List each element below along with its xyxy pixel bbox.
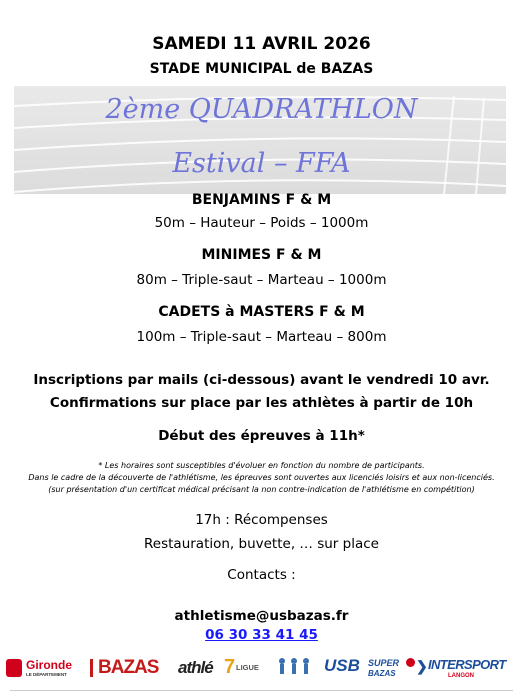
- super-u-logo-text: SUPER: [368, 658, 400, 668]
- sponsor-logos: [6, 655, 518, 681]
- note-discovery: Dans le cadre de la découverte de l'athlétisme, les épreuves sont ouvertes aux licenciés loisirs et aux non-licenciés.: [28, 473, 495, 482]
- intersport-logo: [428, 655, 506, 681]
- ville-de-logo-icon: [90, 655, 94, 681]
- awards-info: 17h : Récompenses: [195, 512, 328, 528]
- usb-logo: USB: [324, 656, 360, 675]
- registration-info: Inscriptions par mails (ci-dessous) avant le vendredi 10 avr.: [33, 372, 490, 388]
- food-info: Restauration, buvette, … sur place: [144, 536, 379, 552]
- note-schedule: * Les horaires sont susceptibles d'évoluer en fonction du nombre de participants.: [98, 461, 425, 470]
- banner-title: 2ème QUADRATHLON: [105, 94, 418, 125]
- gironde-logo-subtext: LE DÉPARTEMENT: [26, 672, 67, 677]
- intersport-logo-subtext: LANGON: [448, 673, 474, 679]
- contact-email[interactable]: athletisme@usbazas.fr: [174, 608, 349, 624]
- super-u-emblem-icon: [406, 655, 415, 681]
- confirmation-info: Confirmations sur place par les athlètes à partir de 10h: [49, 395, 474, 411]
- category-minimes-events: 80m – Triple-saut – Marteau – 1000m: [136, 272, 387, 288]
- ligue-logo: LIGUE: [236, 663, 259, 672]
- super-u-logo-subtext: BAZAS: [368, 669, 396, 678]
- start-time: Début des épreuves à 11h*: [158, 428, 365, 444]
- category-minimes: MINIMES F & M: [201, 247, 322, 263]
- note-certificate: (sur présentation d'un certificat médical précisant la non contre-indication de l'athlétisme en compétition): [48, 485, 475, 494]
- category-cadets-masters: CADETS à MASTERS F & M: [158, 304, 365, 320]
- intersport-chevron-icon: ❯: [416, 658, 428, 674]
- gironde-logo-text: Gironde: [26, 658, 73, 672]
- intersport-logo-text: INTERSPORT: [428, 657, 506, 672]
- category-benjamins: BENJAMINS F & M: [191, 192, 332, 208]
- bazas-logo: BAZAS: [98, 657, 159, 678]
- gironde-logo-icon: [6, 655, 24, 681]
- contact-phone[interactable]: 06 30 33 41 45: [205, 627, 318, 643]
- ligue-logo-icon: 7: [224, 656, 236, 678]
- super-u-logo: [368, 655, 399, 681]
- footer-fine-print: [10, 690, 513, 694]
- athle-logo: athlé: [178, 658, 213, 677]
- contacts-label: Contacts :: [227, 567, 296, 583]
- event-venue: STADE MUNICIPAL de BAZAS: [149, 61, 374, 77]
- banner-subtitle: Estival – FFA: [172, 148, 351, 179]
- category-benjamins-events: 50m – Hauteur – Poids – 1000m: [154, 215, 369, 231]
- athletes-logo-icon: [274, 655, 314, 681]
- gironde-logo: [26, 655, 72, 681]
- event-date: SAMEDI 11 AVRIL 2026: [152, 34, 371, 54]
- category-cadets-masters-events: 100m – Triple-saut – Marteau – 800m: [136, 329, 387, 345]
